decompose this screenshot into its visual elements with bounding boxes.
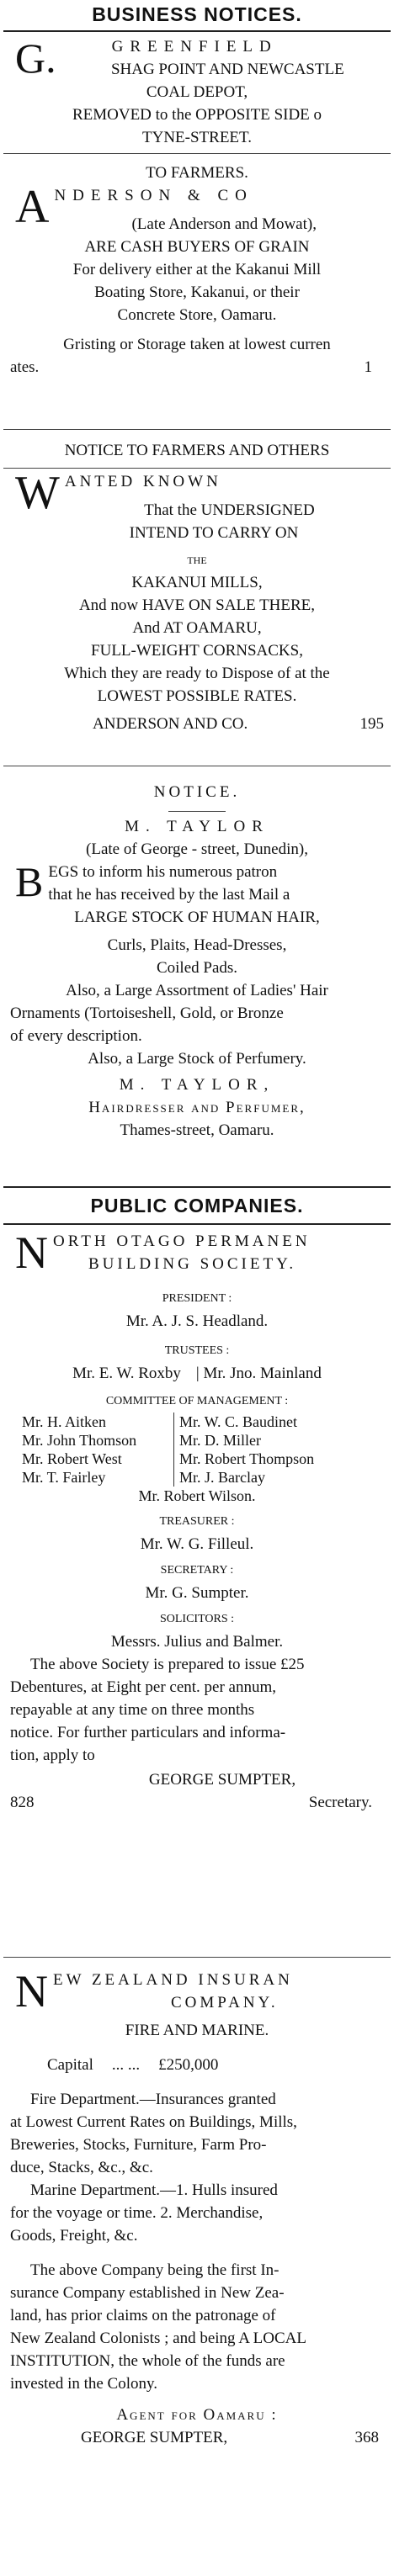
marine-line3: Goods, Freight, &c.: [10, 2227, 138, 2245]
society-sig-num: 828: [10, 1794, 35, 1811]
taylor-line1: (Late of George - street, Dunedin),: [86, 840, 308, 858]
agent-label: Agent for Oamaru :: [116, 2406, 278, 2424]
society-trustees-label: TRUSTEES :: [164, 1344, 230, 1357]
insurance-body1: The above Company being the first In-: [30, 2261, 280, 2279]
insurance-body6: invested in the Colony.: [10, 2375, 158, 2393]
society-trustee-right: | Mr. Jno. Mainland: [195, 1365, 322, 1382]
wanted-line2: INTEND TO CARRY ON: [129, 524, 299, 542]
anderson-line2: ARE CASH BUYERS OF GRAIN: [84, 238, 310, 256]
capital-value: £250,000: [158, 2056, 219, 2074]
anderson-name: NDERSON & CO: [54, 187, 253, 204]
society-body4: notice. For further particulars and informa-: [10, 1724, 286, 1741]
wanted-line9: LOWEST POSSIBLE RATES.: [97, 687, 297, 705]
greenfield-name: GREENFIELD: [111, 38, 278, 56]
wanted-line1: That the UNDERSIGNED: [144, 501, 315, 519]
taylor-line2: EGS to inform his numerous patron: [48, 863, 278, 881]
taylor-line3: that he has received by the last Mail a: [48, 886, 290, 904]
taylor-line10: Also, a Large Stock of Perfumery.: [88, 1050, 306, 1068]
wanted-line6: And AT OAMARU,: [132, 619, 262, 637]
committee-member: Mr. J. Barclay: [179, 1469, 265, 1486]
wanted-line5: And now HAVE ON SALE THERE,: [78, 596, 316, 614]
taylor-line5: Curls, Plaits, Head-Dresses,: [107, 936, 287, 954]
anderson-line3: For delivery either at the Kakanui Mill: [72, 261, 322, 278]
anderson-line4: Boating Store, Kakanui, or their: [94, 284, 300, 301]
wanted-initial: W: [15, 467, 60, 519]
committee-member: Mr. H. Aitken: [22, 1413, 107, 1430]
greenfield-notice: [0, 35, 394, 149]
society-sig-title: Secretary.: [308, 1794, 372, 1811]
committee-member: Mr. T. Fairley: [22, 1469, 106, 1486]
committee-member: Mr. Robert Thompson: [179, 1450, 315, 1467]
taylor-initial: B: [15, 858, 44, 905]
to-farmers-title: TO FARMERS.: [146, 164, 248, 182]
marine-line2: for the voyage or time. 2. Merchandise,: [10, 2204, 264, 2222]
building-society-notice: [0, 1227, 394, 1814]
committee-member: Mr. John Thomson: [22, 1432, 137, 1449]
taylor-sig-line1: Hairdresser and Perfumer,: [88, 1099, 306, 1116]
committee-member: Mr. D. Miller: [179, 1432, 261, 1449]
wanted-line3: THE: [187, 554, 207, 566]
wanted-line8: Which they are ready to Dispose of at the: [64, 665, 330, 682]
header-rule: [3, 30, 391, 32]
business-notices-header: BUSINESS NOTICES.: [92, 3, 302, 25]
society-line1: ORTH OTAGO PERMANEN: [53, 1232, 311, 1250]
wanted-signature: ANDERSON AND CO.: [93, 715, 248, 733]
anderson-initial: A: [15, 181, 50, 233]
agent-num: 368: [354, 2429, 379, 2446]
anderson-line1: (Late Anderson and Mowat),: [131, 215, 317, 233]
taylor-sig-line2: Thames-street, Oamaru.: [120, 1121, 274, 1139]
insurance-line1: EW ZEALAND INSURAN: [53, 1971, 293, 1989]
wanted-head: ANTED KNOWN: [64, 473, 221, 490]
greenfield-line1: SHAG POINT AND NEWCASTLE: [110, 61, 344, 78]
taylor-line6: Coiled Pads.: [156, 959, 238, 977]
taylor-line7: Also, a Large Assortment of Ladies' Hair: [66, 982, 328, 999]
to-farmers-notice: [0, 162, 394, 379]
society-committee-label: COMMITTEE OF MANAGEMENT :: [105, 1395, 289, 1407]
society-president: Mr. A. J. S. Headland.: [125, 1312, 269, 1330]
greenfield-line4: TYNE-STREET.: [142, 129, 252, 146]
committee-member: Mr. W. C. Baudinet: [179, 1413, 298, 1430]
committee-member: Mr. Robert West: [22, 1450, 122, 1467]
fire-line3: Breweries, Stocks, Furniture, Farm Pro-: [10, 2136, 267, 2154]
society-initial: N: [15, 1227, 48, 1278]
society-secretary: Mr. G. Sumpter.: [145, 1584, 249, 1602]
society-treasurer-label: TREASURER :: [159, 1515, 235, 1528]
wanted-line4: KAKANUI MILLS,: [131, 574, 263, 591]
anderson-num: 1: [364, 358, 372, 376]
anderson-line7: ates.: [10, 358, 40, 376]
fire-line1: Fire Department.—Insurances granted: [30, 2091, 276, 2108]
anderson-line6: Gristing or Storage taken at lowest curren: [63, 336, 331, 353]
taylor-title: NOTICE.: [153, 783, 241, 801]
divider-1: [3, 153, 391, 154]
public-companies-header: PUBLIC COMPANIES.: [90, 1195, 304, 1216]
committee-last: Mr. Robert Wilson.: [138, 1487, 256, 1504]
society-secretary-label: SECRETARY :: [160, 1564, 234, 1577]
farmers-others-notice: [0, 439, 394, 735]
greenfield-line2: COAL DEPOT,: [146, 83, 248, 101]
insurance-notice: [0, 1966, 394, 2449]
society-treasurer: Mr. W. G. Filleul.: [140, 1535, 254, 1553]
insurance-line3: FIRE AND MARINE.: [125, 2022, 269, 2039]
wanted-line7: FULL-WEIGHT CORNSACKS,: [91, 642, 303, 660]
public-header-rule: [3, 1223, 391, 1225]
society-trustee-left: Mr. E. W. Roxby: [72, 1365, 181, 1382]
divider-5: [3, 1957, 391, 1958]
society-body1: The above Society is prepared to issue £25: [30, 1656, 305, 1673]
greenfield-line3: REMOVED to the OPPOSITE SIDE o: [72, 106, 322, 124]
agent-name: GEORGE SUMPTER,: [81, 2429, 228, 2446]
fire-line2: at Lowest Current Rates on Buildings, Mills,: [10, 2113, 297, 2131]
insurance-initial: N: [15, 1966, 48, 2017]
insurance-body3: land, has prior claims on the patronage of: [10, 2307, 276, 2324]
insurance-line2: COMPANY.: [171, 1994, 279, 2012]
society-president-label: PRESIDENT :: [162, 1292, 232, 1305]
taylor-line8: Ornaments (Tortoiseshell, Gold, or Bronze: [10, 1004, 284, 1022]
society-body2: Debentures, at Eight per cent. per annum,: [10, 1678, 277, 1696]
taylor-line4: LARGE STOCK OF HUMAN HAIR,: [74, 909, 320, 926]
committee-right-col: [173, 1413, 314, 1487]
society-sig: GEORGE SUMPTER,: [148, 1771, 296, 1789]
taylor-sig-name: M. TAYLOR,: [119, 1076, 275, 1094]
society-solicitors: Messrs. Julius and Balmer.: [110, 1633, 284, 1651]
taylor-line9: of every description.: [10, 1027, 142, 1045]
capital-label: Capital: [47, 2056, 93, 2074]
insurance-body5: INSTITUTION, the whole of the funds are: [10, 2352, 285, 2370]
insurance-body4: New Zealand Colonists ; and being A LOCAL: [10, 2330, 306, 2347]
divider-4: [3, 1186, 391, 1188]
capital-dots: ... ...: [111, 2056, 141, 2074]
taylor-name: M. TAYLOR: [125, 818, 269, 835]
insurance-body2: surance Company established in New Zea-: [10, 2284, 285, 2302]
anderson-line5: Concrete Store, Oamaru.: [117, 306, 277, 324]
marine-line1: Marine Department.—1. Hulls insured: [30, 2181, 278, 2199]
society-solicitors-label: SOLICITORS :: [159, 1613, 235, 1625]
fire-line4: duce, Stacks, &c., &c.: [10, 2159, 153, 2176]
greenfield-initial: G.: [15, 34, 56, 82]
society-body5: tion, apply to: [10, 1746, 95, 1764]
taylor-notice: [0, 781, 394, 1142]
farmers-others-title: NOTICE TO FARMERS AND OTHERS: [64, 442, 330, 459]
divider-2: [3, 429, 391, 430]
society-line2: BUILDING SOCIETY.: [88, 1255, 297, 1273]
society-body3: repayable at any time on three months: [10, 1701, 255, 1719]
wanted-sig-num: 195: [359, 715, 384, 733]
committee-left-col: [22, 1413, 173, 1487]
